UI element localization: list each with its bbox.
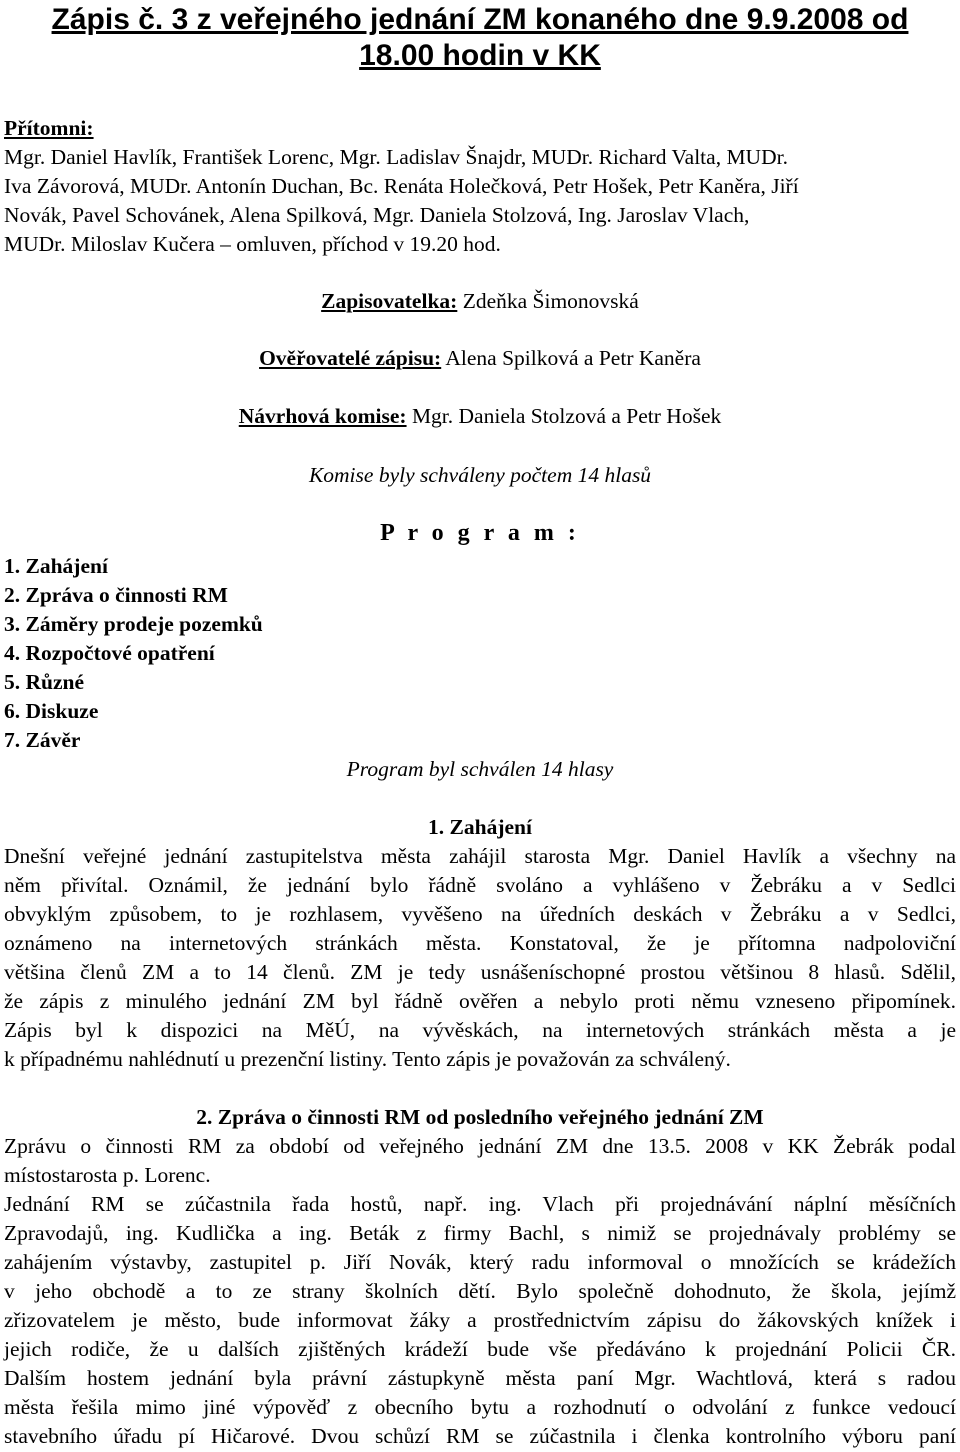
program-item: 1. Zahájení <box>4 554 108 578</box>
section-1-line: něm přivítal. Oznámil, že jednání bylo řádně svoláno a vyhlášeno v Žebráku a v Sedlci <box>4 873 956 897</box>
recorder-label: Zapisovatelka: <box>321 289 458 313</box>
program-item: 6. Diskuze <box>4 699 99 723</box>
section-2-line: stavebního úřadu pí Hičarové. Dvou schůzí RM se zúčastnila i členka kontrolního výboru paní <box>4 1424 956 1448</box>
section-1-line: obvyklým způsobem, to je rozhlasem, vyvěšeno na úředních deskách v Žebráku a v Sedlci, <box>4 902 956 926</box>
section-1-line: oznámeno na internetových stránkách města. Konstatoval, že je přítomna nadpoloviční <box>4 931 956 955</box>
section-2-line: města řešila mimo jiné výpověď z obecního bytu a rozhodnutí o odvolání z funkce vedoucí <box>4 1395 956 1419</box>
section-2-line: Dalším hostem jednání byla právní zástupkyně města paní Mgr. Wachtlová, která s radou <box>4 1366 956 1390</box>
program-item: 5. Různé <box>4 670 85 694</box>
program-item: 2. Zpráva o činnosti RM <box>4 583 228 607</box>
section-1-line: že zápis z minulého jednání ZM byl řádně ověřen a nebylo proti němu vzneseno připomínek. <box>4 989 956 1013</box>
committee-approval: Komise byly schváleny počtem 14 hlasů <box>308 463 652 487</box>
section-1-line: Dnešní veřejné jednání zastupitelstva města zahájil starosta Mgr. Daniel Havlík a všechny na <box>4 844 956 868</box>
recorder-row <box>0 287 960 316</box>
attendees-line: MUDr. Miloslav Kučera – omluven, příchod v 19.20 hod. <box>4 232 501 256</box>
verifiers-value: Alena Spilková a Petr Kaněra <box>441 346 701 370</box>
section-1-line: Zápis byl k dispozici na MěÚ, na vývěskách, na internetových stránkách města a je <box>4 1018 956 1042</box>
section-2-line: místostarosta p. Lorenc. <box>4 1163 211 1187</box>
section-2-line: Zpravodajů, ing. Kudlička a ing. Beták z firmy Bachl, s nimiž se projednávaly problémy se <box>4 1221 956 1245</box>
document-title-line-1: Zápis č. 3 z veřejného jednání ZM konaného dne 9.9.2008 od <box>51 3 909 36</box>
program-approval: Program byl schválen 14 hlasy <box>346 757 614 781</box>
attendees-line: Iva Závorová, MUDr. Antonín Duchan, Bc. Renáta Holečková, Petr Hošek, Petr Kaněra, Jiří <box>4 174 799 198</box>
section-2-line: zahájením výstavby, zastupitel p. Jiří Novák, který radu informoval o množících se krádežích <box>4 1250 956 1274</box>
program-item: 4. Rozpočtové opatření <box>4 641 215 665</box>
document-title-line-2: 18.00 hodin v KK <box>359 39 601 72</box>
attendees-line: Mgr. Daniel Havlík, František Lorenc, Mgr. Ladislav Šnajdr, MUDr. Richard Valta, MUDr. <box>4 145 788 169</box>
section-1-heading: 1. Zahájení <box>428 815 532 839</box>
committee-value: Mgr. Daniela Stolzová a Petr Hošek <box>406 404 722 428</box>
program-item: 7. Závěr <box>4 728 81 752</box>
section-1-line: většina členů ZM a to 14 členů. ZM je tedy usnášeníschopné prostou většinou 8 hlasů. Sdělil, <box>4 960 956 984</box>
committee-row <box>0 402 960 431</box>
section-2-line: zřizovatelem je město, bude informovat žáky a prostřednictvím zápisu do žákovských knížek i <box>4 1308 956 1332</box>
section-1-line: k případnému nahlédnutí u prezenční listiny. Tento zápis je považován za schválený. <box>4 1047 731 1071</box>
verifiers-label: Ověřovatelé zápisu: <box>259 346 442 370</box>
attendees-line: Novák, Pavel Schovánek, Alena Spilková, Mgr. Daniela Stolzová, Ing. Jaroslav Vlach, <box>4 203 750 227</box>
section-2-line: Zprávu o činnosti RM za období od veřejného jednání ZM dne 13.5. 2008 v KK Žebrák podal <box>4 1134 956 1158</box>
attendees-heading: Přítomni: <box>4 116 94 140</box>
section-2-heading: 2. Zpráva o činnosti RM od posledního veřejného jednání ZM <box>196 1105 764 1129</box>
program-heading: P r o g r a m : <box>380 520 580 546</box>
program-item: 3. Záměry prodeje pozemků <box>4 612 263 636</box>
recorder-value: Zdeňka Šimonovská <box>457 289 639 313</box>
section-2-line: jejich rodiče, že u dalších zjištěných krádeží bude vše předáváno k projednání Policii ČR. <box>4 1337 956 1361</box>
committee-label: Návrhová komise: <box>238 404 407 428</box>
section-2-line: v jeho obchodě a to ze strany školních dětí. Bylo společně dohodnuto, že škola, jejímž <box>4 1279 956 1303</box>
verifiers-row <box>0 344 960 373</box>
section-2-line: Jednání RM se zúčastnila řada hostů, např. ing. Vlach při projednávání náplní měsíčních <box>4 1192 956 1216</box>
